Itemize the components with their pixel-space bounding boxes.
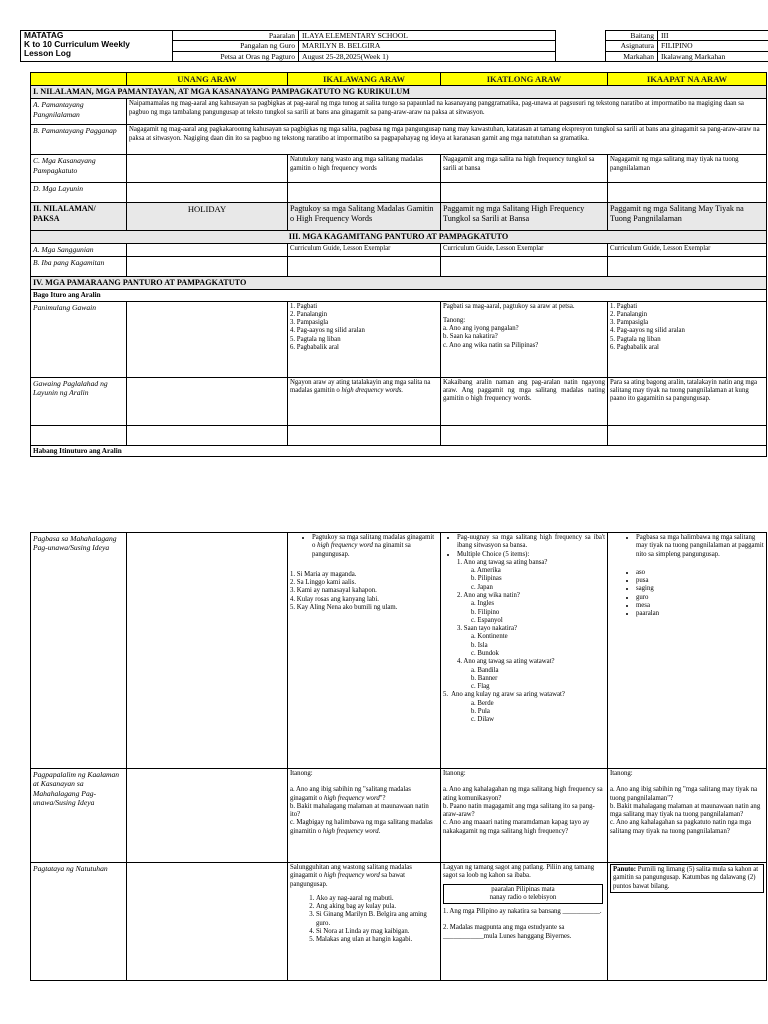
guro-value: MARILYN B. BELGIRA	[299, 41, 556, 51]
panimulang-day4: 1. Pagbati 2. Panalangin 3. Pampasigla 4. Pag-aayos ng silid aralan 5. Pagtala ng liban 6. Pagbabalik aral	[608, 301, 767, 377]
iba-pang-kagamitan-label: B. Iba pang Kagamitan	[31, 256, 127, 276]
pagpapalalim-day4: Itanong: a. Ano ang ibig sabihin ng "mga salitang may tiyak na tuong pangnilalaman"? b. Bakit mahalagang malaman at maunawaan natin ang mga salitang may tiyak na tuong pangnilalaman? c. Ano ang kahalagahan sa pagkatuto natin nga mga salitang may tiyak na tuong pangnilalaman?	[608, 769, 767, 863]
kasanayan-day4: Nagagamit ng mga salitang may tiyak na tuong pangnilalaman	[608, 155, 767, 183]
asignatura-value: FILIPINO	[658, 41, 768, 51]
day-1-header: UNANG ARAW	[127, 73, 288, 86]
word-choice-box: paaralan Pilipinas mata nanay radio o telebisyon	[443, 884, 603, 905]
kasanayang-pampagkatuto-label: C. Mga Kasanayang Pampagkatuto	[31, 155, 127, 183]
pagbasa-day2: • Pagtukoy sa mga salitang madalas ginagamit o high frequency word na ginamit sa pangungusap. 1. Si Maria ay maganda. 2. Sa Linggo kami aalis. 3. Kami ay namasayal kahapon. 4. Kulay rosas ang kanyang labi. 5. Kay Aling Nena ako bumili ng ulam.	[288, 533, 441, 769]
layunin-label: D. Mga Layunin	[31, 183, 127, 203]
section-1-title: I. NILALAMAN, MGA PAMANTAYAN, AT MGA KASANAYANG PAMPAGKATUTO NG KURIKULUM	[31, 86, 767, 99]
sanggunian-day3: Curriculum Guide, Lesson Exemplar	[441, 244, 608, 256]
guro-label: Pangalan ng Guro	[173, 41, 299, 51]
pagtataya-day2: Salungguhitan ang wastong salitang madalas ginagamit o high frequency word sa bawat pangungusap. 1. Ako ay nag-aaral ng mabuti. 2. Ang aking bag ay kulay pula. 3. Si Ginang Marilyn B. Belgira ang aming guro. 4. Si Nora at Linda ay mag kaibigan. 5. Malakas ang ulan at hangin kagabi.	[288, 863, 441, 981]
pamantayang-pangnilalaman-label: A. Pamantayang Pangnilalaman	[31, 99, 127, 125]
pagpapalalim-day2: Itanong: a. Ano ang ibig sabihin ng "salitang madalas ginagamit o high frequency word"? b. Bakit mahalagang malaman at maunawaan natin ito? c. Magbigay ng halimbawa ng mga salitang madalas ginamitin o high frequency word.	[288, 769, 441, 863]
paaralan-value: ILAYA ELEMENTARY SCHOOL	[299, 31, 556, 41]
pagpapalalim-label: Pagpapalalim ng Kaalaman at Kasanayan sa Mahahalagang Pag-unawa/Susing Ideya	[31, 769, 127, 863]
panimulang-day2-list: 1. Pagbati 2. Panalangin 3. Pampasigla 4. Pag-aayos ng silid aralan 5. Pagtala ng liban 6. Pagbabalik aral	[290, 302, 365, 351]
holiday-day1: HOLIDAY	[127, 203, 288, 231]
nilalaman-label: II. NILALAMAN/ PAKSA	[31, 203, 127, 231]
pamantayang-pangnilalaman-text: Naipamamalas ng mag-aaral ang kahusayan sa pagbigkas at pag-aaral ng mga tunog at salita tungo sa papaunlad na kasanayang panggramatika, pag-unawa at pagsusuri ng tekstong naratibo at impormatibo na magiging daan sa pagbuo ng mga tambalang pangungusap at teksto tungkol sa sarili at bans ana ginagamit sa pang-araw-araw na paksa at sitwasyon.	[127, 99, 767, 125]
pagtataya-day4	[608, 863, 767, 981]
sanggunian-day4: Curriculum Guide, Lesson Exemplar	[608, 244, 767, 256]
markahan-label: Markahan	[606, 51, 658, 61]
paglalahad-day3: Kakaibang aralin naman ang pag-aralan natin ngayong araw. Ang paggamit ng mga salitang madalas nating gamitin o high frequency words.	[441, 377, 608, 425]
sanggunian-label: A. Mga Sanggunian	[31, 244, 127, 256]
paglalahad-day4: Para sa ating bagong aralin, tatalakayin natin ang mga salitang may tiyak na tuong pangnilalaman at kung paano ito gagamitin sa pangungusap.	[608, 377, 767, 425]
baitang-label: Baitang	[606, 31, 658, 41]
section-4-title: IV. MGA PAMARAANG PANTURO AT PAMPAGKATUTO	[31, 276, 767, 289]
pagbasa-label: Pagbasa sa Mahahalagang Pag-unawa/Susing Ideya	[31, 533, 127, 769]
nilalaman-day3: Paggamit ng mga Salitang High Frequency Tungkol sa Sarili at Bansa	[441, 203, 608, 231]
petsa-value: August 25-28,2025(Week 1)	[299, 51, 556, 61]
day-4-header: IKAAPAT NA ARAW	[608, 73, 767, 86]
paaralan-label: Paaralan	[173, 31, 299, 41]
habang-itinuturo-heading: Habang Itinuturo ang Aralin	[31, 445, 767, 457]
pagtataya-day3: Lagyan ng tamang sagot ang patlang. Piliin ang tamang sagot sa loob ng kahon sa ibaba. paaralan Pilipinas mata nanay radio o telebisyon 1. Ang mga Pilipino ay nakatira sa bansang ___________. 2. Madalas magpunta ang mga estudyante sa ____________mula Lunes hanggang Biyernes.	[441, 863, 608, 981]
header-table	[20, 30, 768, 62]
pagtataya-label: Pagtataya ng Natutuhan	[31, 863, 127, 981]
panimulang-day2	[288, 301, 441, 377]
panimulang-gawain-label: Panimulang Gawain	[31, 301, 127, 377]
pagbasa-day3: • Pag-uugnay sa mga salitang high frequency sa iba't ibang sitwasyon sa bansa. • Multiple Choice (5 items): 1. Ano ang tawag sa ating bansa? a. Amerika b. Pilipinas c. Japan 2. Ano ang wika natin? a. Ingles b. Filipino c. Espanyol 3. Saan tayo nakatira? a. Kontinente b. Isla c. Bundok 4. Ano ang tawag sa ating watawat? a. Bandila b. Banner c. Flag 5. Ano ang kulay ng araw sa aring watawat? a. Berde b. Pula c. Dilaw	[441, 533, 608, 769]
brand-title: MATATAG K to 10 Curriculum Weekly Lesson Log	[21, 31, 173, 62]
pagpapalalim-day3: Itanong: a. Ano ang kahalagahan ng mga salitang high frequency sa ating komunikasyon? b. Paano natin magagamit ang mga salitang ito sa pang-araw-araw? c. Ano ang maaari nating maramdaman kapag tayo ay nakakagamit ng mga salitang high frequency?	[441, 769, 608, 863]
lesson-log-table-page2	[30, 532, 767, 981]
bago-ituro-heading: Bago Ituro ang Aralin	[31, 289, 767, 301]
pagbasa-day4: • Pagbasa sa mga halimbawa ng mga salitang may tiyak na tuong pangnilalaman at paggamit nito sa simpleng pangungusap. • aso • pusa • saging • guro • mesa • paaralan	[608, 533, 767, 769]
paglalahad-label: Gawaing Paglalahad ng Layunin ng Aralin	[31, 377, 127, 425]
day-3-header: IKATLONG ARAW	[441, 73, 608, 86]
panimulang-day3: Pagbati sa mag-aaral, pagtukoy sa araw at petsa. Tanong: a. Ano ang iyong pangalan? b. Saan ka nakatira? c. Ano ang wika natin sa Pilipinas?	[441, 301, 608, 377]
sanggunian-day2: Curriculum Guide, Lesson Exemplar	[288, 244, 441, 256]
baitang-value: III	[658, 31, 768, 41]
petsa-label: Petsa at Oras ng Pagturo	[173, 51, 299, 61]
pamantayan-sa-pagganap-text: Nagagamit ng mag-aaral ang pagkakaroonng kahusayan sa pagbigkas ng mga salita, pagbasa ng mga pangungusap nang may kawastuhan, katatasan at tamang ekspresyon tungkol sa sarili at bans ana ginagamit sa pang-araw-araw na paksa at sitwasyon. Nagiging daan din ito sa pagbuo ng tekstong naratibo at impormatibo sa pagpapahayag ng ideya at karanasan gamit ang mga natutuhan sa gramatika.	[127, 125, 767, 155]
kasanayan-day2: Natutukoy nang wasto ang mga salitang madalas gamitin o high frequency words	[288, 155, 441, 183]
markahan-value: Ikalawang Markahan	[658, 51, 768, 61]
kasanayan-day3: Nagagamit ang mga salita na high frequency tungkol sa sarili at bansa	[441, 155, 608, 183]
panuto-box: Panuto: Pumili ng limang (5) salita mula sa kahon at gamitin sa pangungusap. Katumbas ng dalawang (2) puntos bawat bilang.	[610, 864, 764, 893]
pamantayan-sa-pagganap-label: B. Pamantayang Pagganap	[31, 125, 127, 155]
day-2-header: IKALAWANG ARAW	[288, 73, 441, 86]
lesson-log-table-page1	[30, 72, 767, 457]
nilalaman-day4: Paggamit ng mga Salitang May Tiyak na Tuong Pangnilalaman	[608, 203, 767, 231]
nilalaman-day2: Pagtukoy sa mga Salitang Madalas Gamitin o High Frequency Words	[288, 203, 441, 231]
paglalahad-day2: Ngayon araw ay ating tatalakayin ang mga salita na madalas gamitin o high drequency words.	[288, 377, 441, 425]
asignatura-label: Asignatura	[606, 41, 658, 51]
section-3-title: III. MGA KAGAMITANG PANTURO AT PAMPAGKATUTO	[31, 231, 767, 244]
